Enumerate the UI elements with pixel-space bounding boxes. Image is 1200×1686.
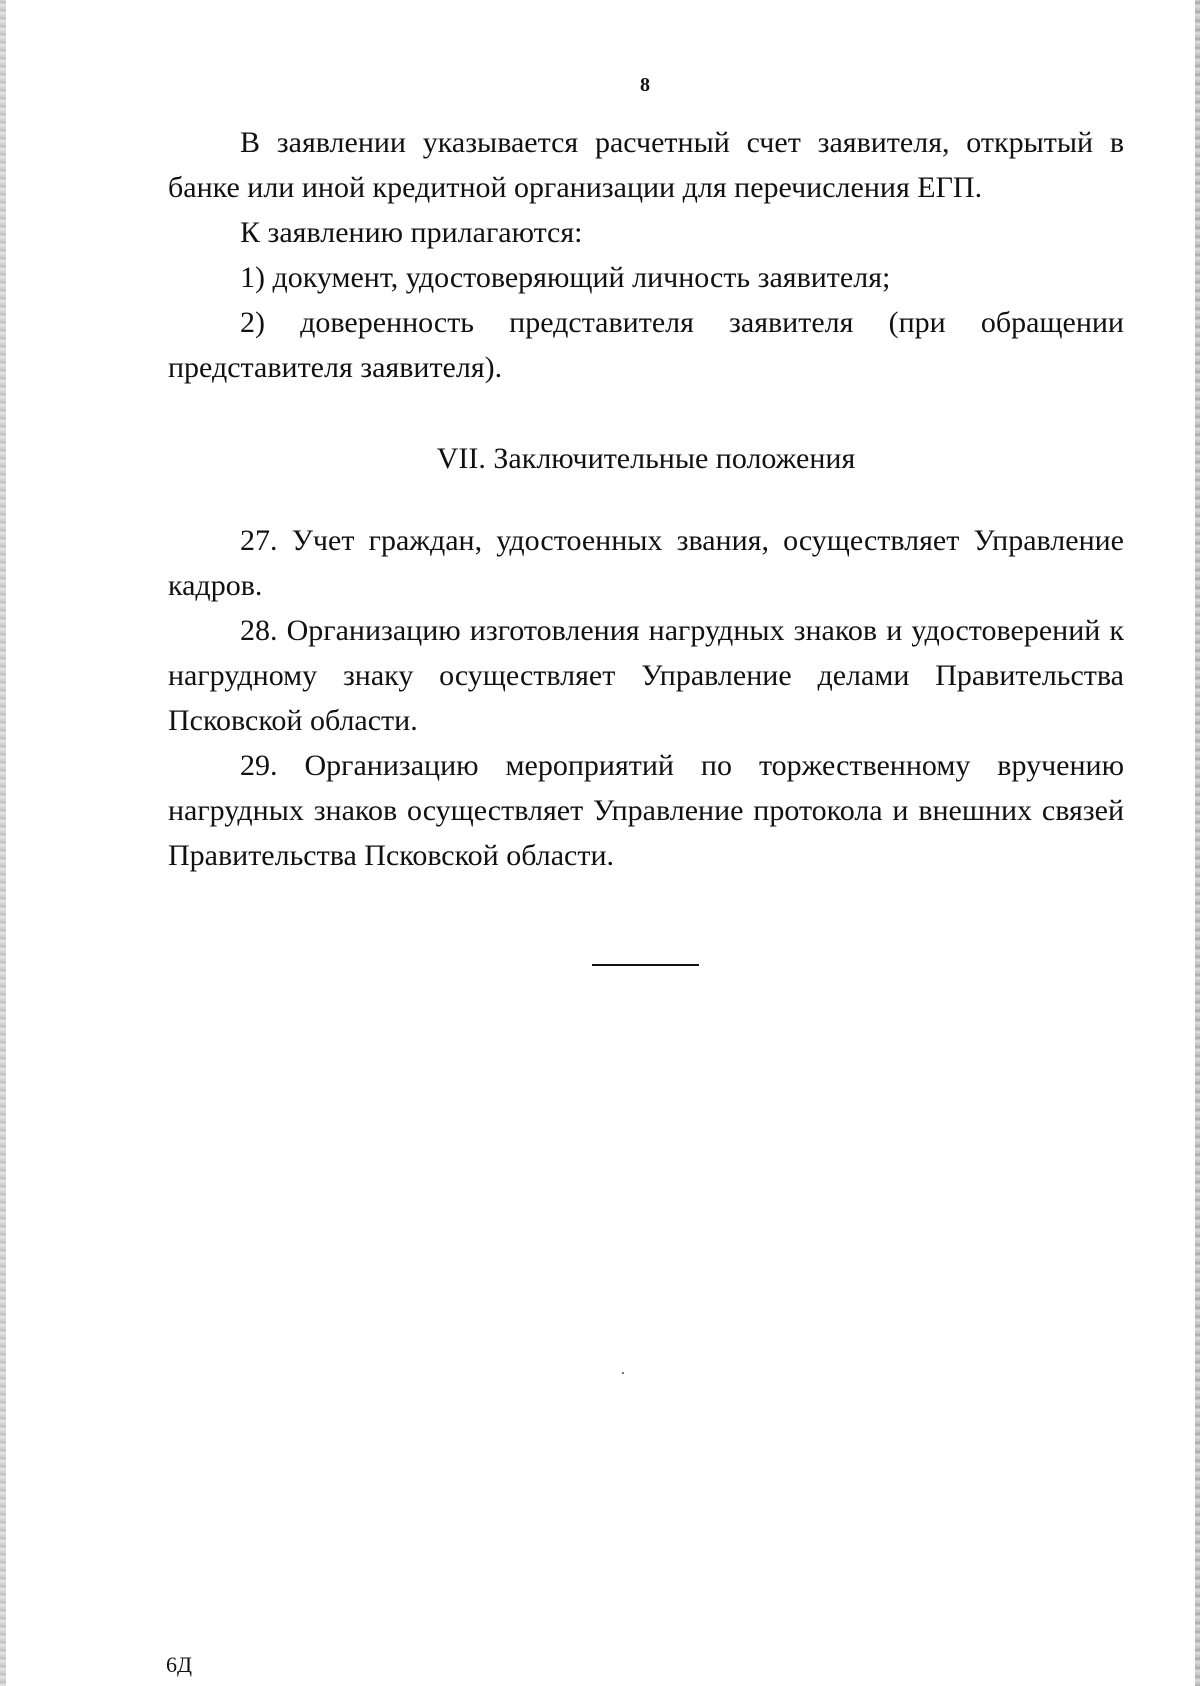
application-requirements-block: [168, 120, 1124, 390]
paragraph-bank-account: В заявлении указывается расчетный счет заявителя, открытый в банке или иной кредитной организации для перечисления ЕГП.: [168, 126, 1124, 204]
scan-edge-left: [0, 0, 6, 1686]
footer-code: 6Д: [166, 1652, 193, 1677]
end-of-document-rule: [592, 964, 699, 966]
paragraph-attachments-intro: К заявлению прилагаются:: [240, 216, 583, 249]
final-provisions-block: [168, 518, 1124, 878]
list-item-identity-document: 1) документ, удостоверяющий личность заявителя;: [240, 261, 891, 294]
clause-28: 28. Организацию изготовления нагрудных знаков и удостоверений к нагрудному знаку осуществляет Управление делами Правительства Псковской области.: [168, 614, 1124, 737]
list-item-power-of-attorney: 2) доверенность представителя заявителя (при обращении представителя заявителя).: [168, 306, 1124, 384]
scan-speck: [622, 1372, 624, 1374]
clause-27: 27. Учет граждан, удостоенных звания, осуществляет Управление кадров.: [168, 524, 1124, 602]
clause-29: 29. Организацию мероприятий по торжественному вручению нагрудных знаков осуществляет Управление протокола и внешних связей Правительства Псковской области.: [168, 749, 1124, 872]
page-number: 8: [640, 74, 650, 96]
section-heading: VII. Заключительные положения: [436, 442, 856, 475]
scan-edge-right: [1195, 0, 1200, 1686]
